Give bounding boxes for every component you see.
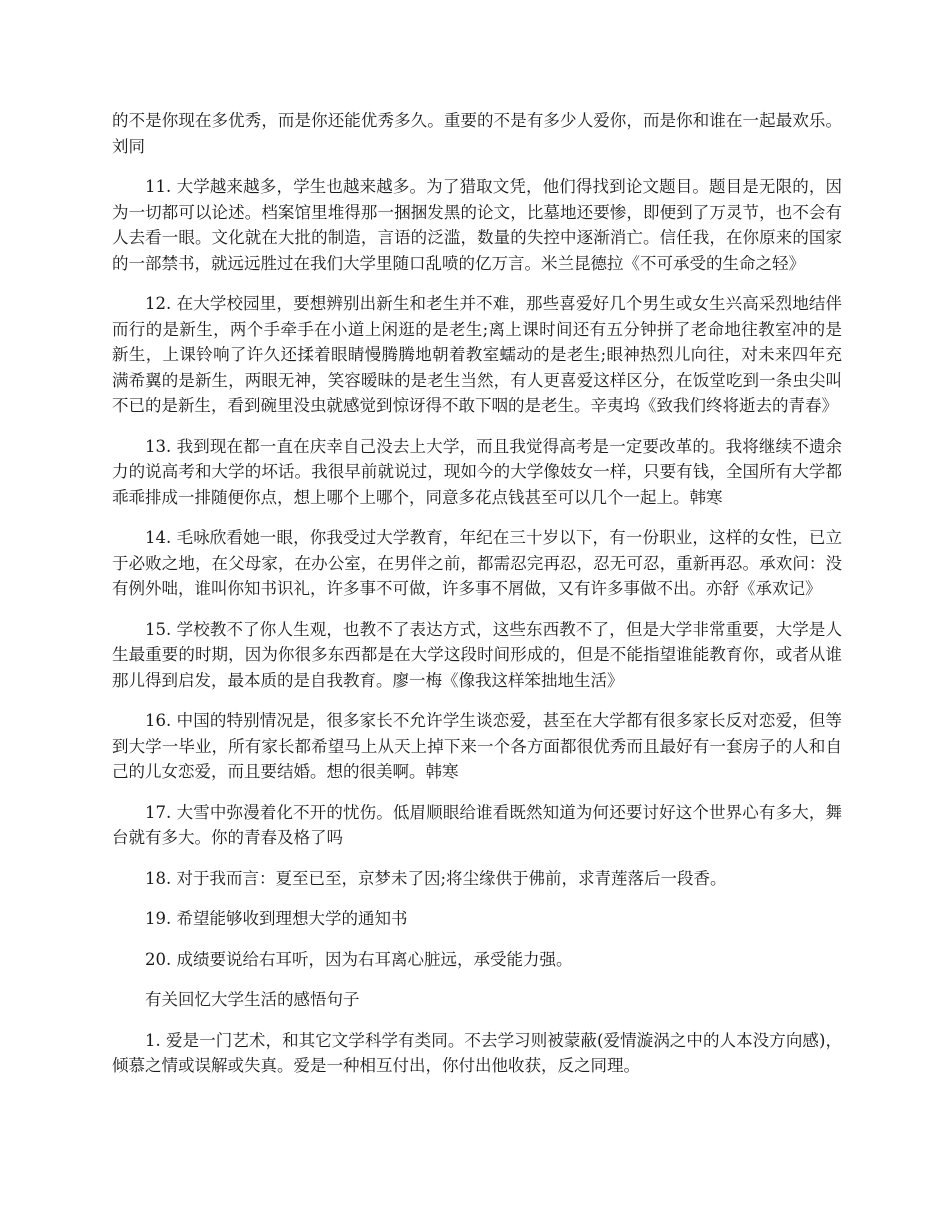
paragraph-item-18: 18. 对于我而言：夏至已至，京梦未了因;将尘缘供于佛前，求青莲落后一段香。 <box>145 868 727 888</box>
paragraph-item-15: 15. 学校教不了你人生观，也教不了表达方式，这些东西教不了，但是大学非常重要，大学是人生最重要的时期，因为你很多东西都是在大学这段时间形成的，但是不能指望谁能教育你，或者从谁那儿得到启发，最本质的是自我教育。廖一梅《像我这样笨拙地生活》 <box>112 619 842 690</box>
paragraph-item-16: 16. 中国的特别情况是，很多家长不允许学生谈恋爱，甚至在大学都有很多家长反对恋爱，但等到大学一毕业，所有家长都希望马上从天上掉下来一个各方面都很优秀而且最好有一套房子的人和自己的儿女恋爱，而且要结婚。想的很美啊。韩寒 <box>112 711 842 781</box>
paragraph-item-13: 13. 我到现在都一直在庆幸自己没去上大学，而且我觉得高考是一定要改革的。我将继续不遗余力的说高考和大学的坏话。我很早前就说过，现如今的大学像妓女一样，只要有钱，全国所有大学都乖乖排成一排随便你点，想上哪个上哪个，同意多花点钱甚至可以几个一起上。韩寒 <box>112 436 842 507</box>
paragraph-item-17: 17. 大雪中弥漫着化不开的忧伤。低眉顺眼给谁看既然知道为何还要讨好这个世界心有多大，舞台就有多大。你的青春及格了吗 <box>112 802 842 847</box>
paragraph-item-14: 14. 毛咏欣看她一眼，你我受过大学教育，年纪在三十岁以下，有一份职业，这样的女性，已立于必败之地，在父母家，在办公室，在男伴之前，都需忍完再忍，忍无可忍，重新再忍。承欢问：没有例外咄，谁叫你知书识礼，许多事不可做，许多事不屑做，又有许多事做不出。亦舒《承欢记》 <box>112 528 842 598</box>
paragraph-item-1: 1. 爱是一门艺术，和其它文学科学有类同。不去学习则被蒙蔽(爱情漩涡之中的人本没方向感)，倾慕之情或误解或失真。爱是一种相互付出，你付出他收获，反之同理。 <box>112 1030 842 1075</box>
paragraph-item-20: 20. 成绩要说给右耳听，因为右耳离心脏远，承受能力强。 <box>145 949 573 969</box>
paragraph-item-19: 19. 希望能够收到理想大学的通知书 <box>145 909 408 928</box>
document-body <box>112 108 842 1094</box>
paragraph-item-11: 11. 大学越来越多，学生也越来越多。为了猎取文凭，他们得找到论文题目。题目是无限的，因为一切都可以论述。档案馆里堆得那一捆捆发黑的论文，比墓地还要惨，即便到了万灵节，也不会有人去看一眼。文化就在大批的制造，言语的泛滥，数量的失控中逐渐消亡。信任我，在你原来的国家的一部禁书，就远远胜过在我们大学里随口乱喷的亿万言。米兰昆德拉《不可承受的生命之轻》 <box>112 177 842 273</box>
paragraph-item-12: 12. 在大学校园里，要想辨别出新生和老生并不难，那些喜爱好几个男生或女生兴高采烈地结伴而行的是新生，两个手牵手在小道上闲逛的是老生;离上课时间还有五分钟拼了老命地往教室冲的是新生，上课铃响了许久还揉着眼睛慢腾腾地朝着教室蠕动的是老生;眼神热烈儿向往，对未来四年充满希翼的是新生，两眼无神，笑容暧昧的是老生当然，有人更喜爱这样区分，在饭堂吃到一条虫尖叫不已的是新生，看到碗里没虫就感觉到惊讶得不敢下咽的是老生。辛夷坞《致我们终将逝去的青春》 <box>112 294 842 415</box>
section-heading: 有关回忆大学生活的感悟句子 <box>145 990 360 1009</box>
paragraph-continuation: 的不是你现在多优秀，而是你还能优秀多久。重要的不是有多少人爱你，而是你和谁在一起最欢乐。刘同 <box>112 111 842 156</box>
